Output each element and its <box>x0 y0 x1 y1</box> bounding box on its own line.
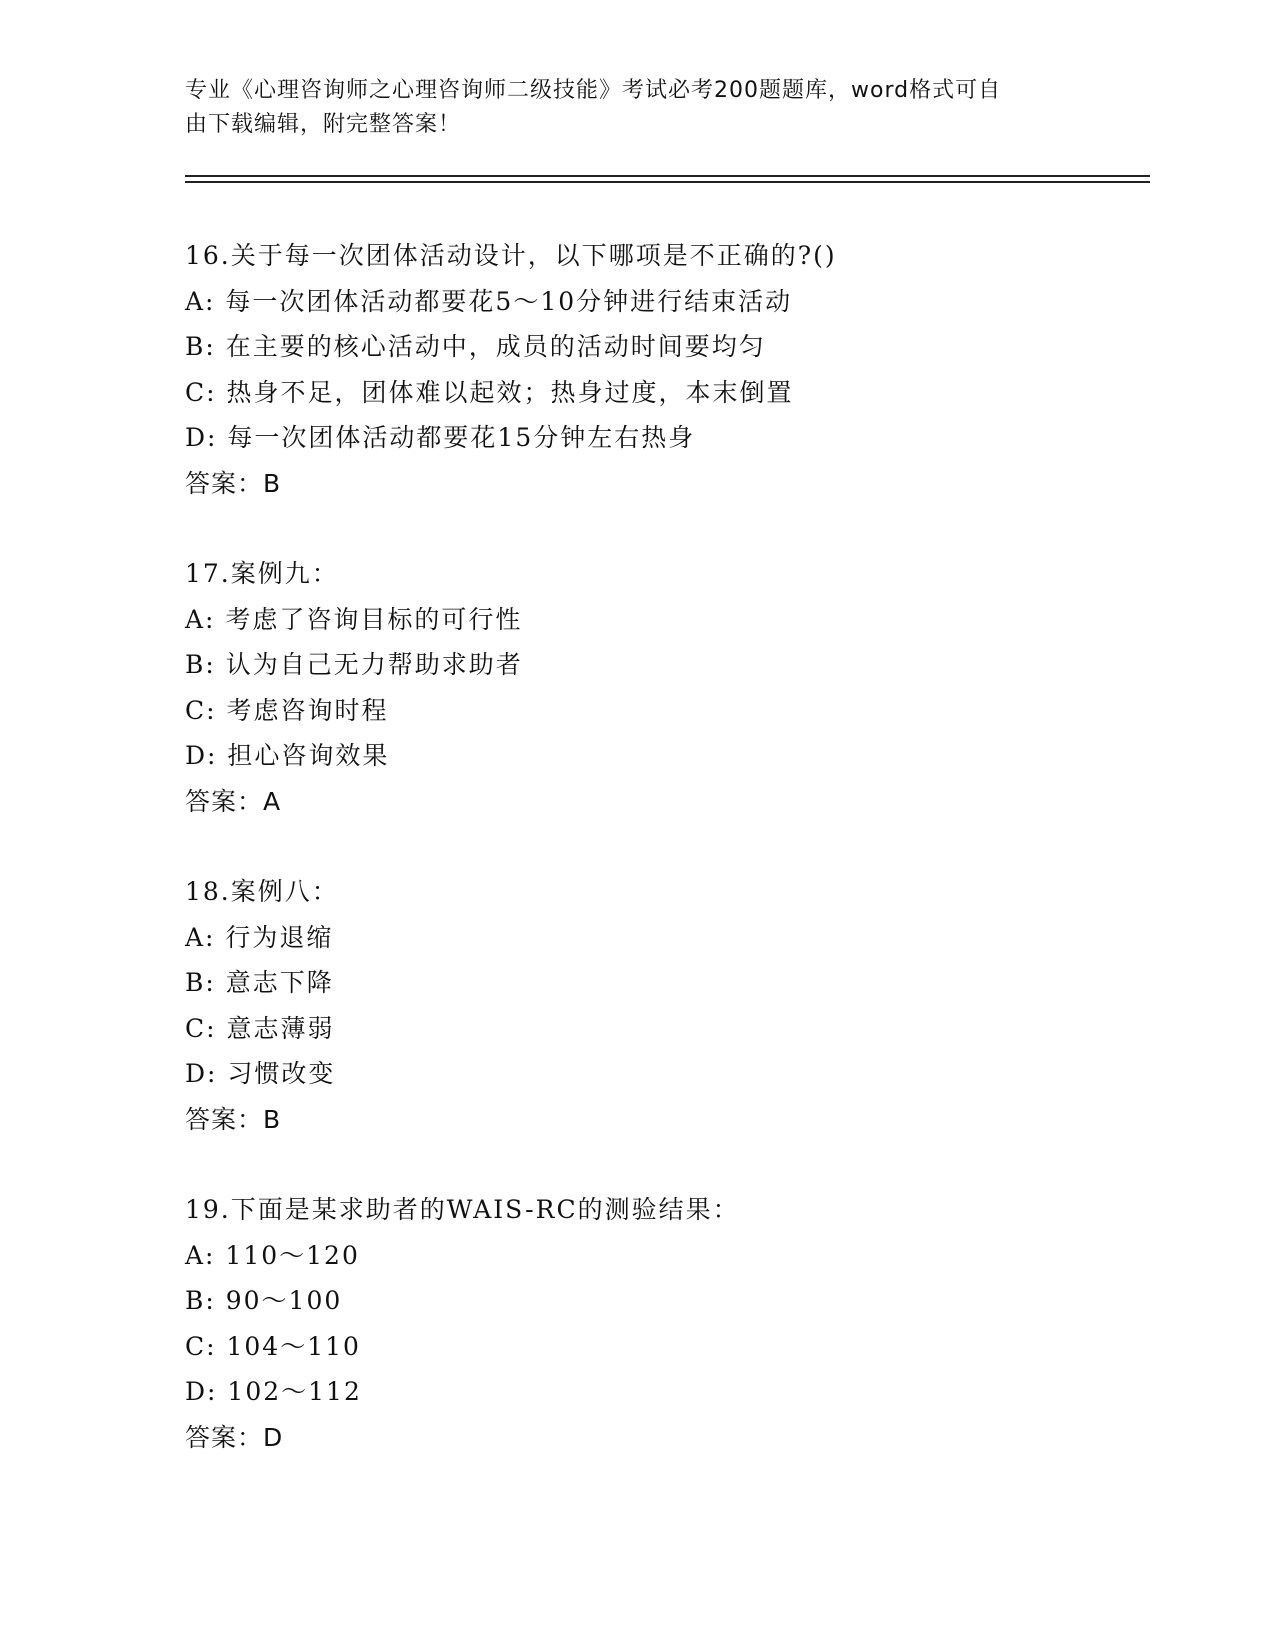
question-stem: 17.案例九： <box>185 559 339 588</box>
option-a: A: 考虑了咨询目标的可行性 <box>185 604 523 634</box>
document-header <box>185 74 1075 142</box>
option-b: B: 意志下降 <box>185 968 334 997</box>
question-stem: 18.案例八： <box>185 877 339 906</box>
header-divider-top <box>185 175 1150 177</box>
option-a: A: 行为退缩 <box>185 922 334 952</box>
question-list <box>185 233 1145 1505</box>
option-a: A: 110～120 <box>185 1240 360 1270</box>
option-d: D: 每一次团体活动都要花15分钟左右热身 <box>185 423 696 452</box>
answer-line: 答案：B <box>185 468 282 498</box>
answer-line: 答案：B <box>185 1104 282 1134</box>
option-d: D: 担心咨询效果 <box>185 741 390 770</box>
question-18 <box>185 869 1145 1142</box>
answer-line: 答案：D <box>185 1422 284 1452</box>
answer-line: 答案：A <box>185 786 282 816</box>
header-line-1: 专业《心理咨询师之心理咨询师二级技能》考试必考200题题库，word格式可自 <box>185 78 1002 103</box>
option-d: D: 102～112 <box>185 1377 362 1406</box>
option-d: D: 习惯改变 <box>185 1059 336 1088</box>
option-b: B: 在主要的核心活动中，成员的活动时间要均匀 <box>185 332 766 361</box>
option-b: B: 认为自己无力帮助求助者 <box>185 650 523 679</box>
question-19 <box>185 1187 1145 1460</box>
option-c: C: 意志薄弱 <box>185 1013 335 1043</box>
option-a: A: 每一次团体活动都要花5～10分钟进行结束活动 <box>185 286 793 316</box>
question-16 <box>185 233 1145 506</box>
header-line-2: 由下载编辑，附完整答案！ <box>185 112 462 137</box>
option-c: C: 热身不足，团体难以起效；热身过度，本末倒置 <box>185 377 794 407</box>
header-divider-bottom <box>185 181 1150 183</box>
option-c: C: 104～110 <box>185 1331 361 1361</box>
option-b: B: 90～100 <box>185 1286 343 1315</box>
question-stem: 16.关于每一次团体活动设计，以下哪项是不正确的?() <box>185 241 837 270</box>
option-c: C: 考虑咨询时程 <box>185 695 389 725</box>
question-17 <box>185 551 1145 824</box>
question-stem: 19.下面是某求助者的WAIS-RC的测验结果： <box>185 1195 740 1224</box>
